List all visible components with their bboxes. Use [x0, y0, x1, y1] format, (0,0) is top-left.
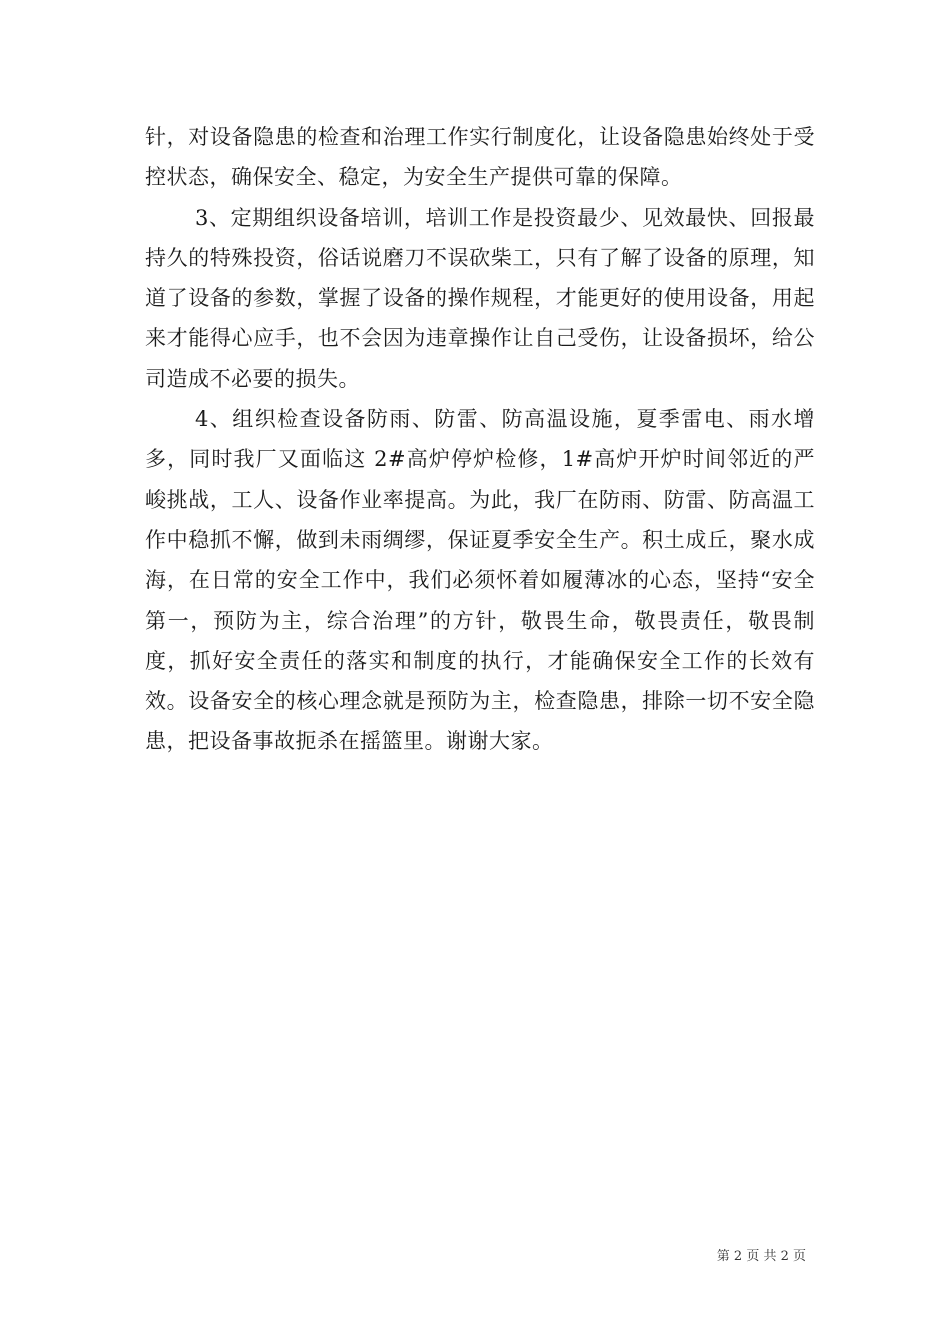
paragraph-item-3: 3、定期组织设备培训，培训工作是投资最少、见效最快、回报最持久的特殊投资，俗话说磨刀不误砍柴工，只有了解了设备的原理，知道了设备的参数，掌握了设备的操作规程，才能更好的使用设备，用起来才能得心应手，也不会因为违章操作让自己受伤，让设备损坏，给公司造成不必要的损失。	[145, 205, 815, 391]
document-body	[145, 117, 815, 762]
page-number-footer: 第 2 页 共 2 页	[716, 1249, 806, 1264]
paragraph-continuation: 针，对设备隐患的检查和治理工作实行制度化，让设备隐患始终处于受控状态，确保安全、稳定，为安全生产提供可靠的保障。	[145, 125, 815, 190]
paragraph-item-4: 4、组织检查设备防雨、防雷、防高温设施，夏季雷电、雨水增多，同时我厂又面临这 2#高炉停炉检修，1#高炉开炉时间邻近的严峻挑战，工人、设备作业率提高。为此，我厂在防雨、防雷、防高温工作中稳抓不懈，做到未雨绸缪，保证夏季安全生产。积土成丘，聚水成海，在日常的安全工作中，我们必须怀着如履薄冰的心态，坚持“安全第一，预防为主，综合治理”的方针，敬畏生命，敬畏责任，敬畏制度，抓好安全责任的落实和制度的执行，才能确保安全工作的长效有效。设备安全的核心理念就是预防为主，检查隐患，排除一切不安全隐患，把设备事故扼杀在摇篮里。谢谢大家。	[145, 407, 815, 754]
